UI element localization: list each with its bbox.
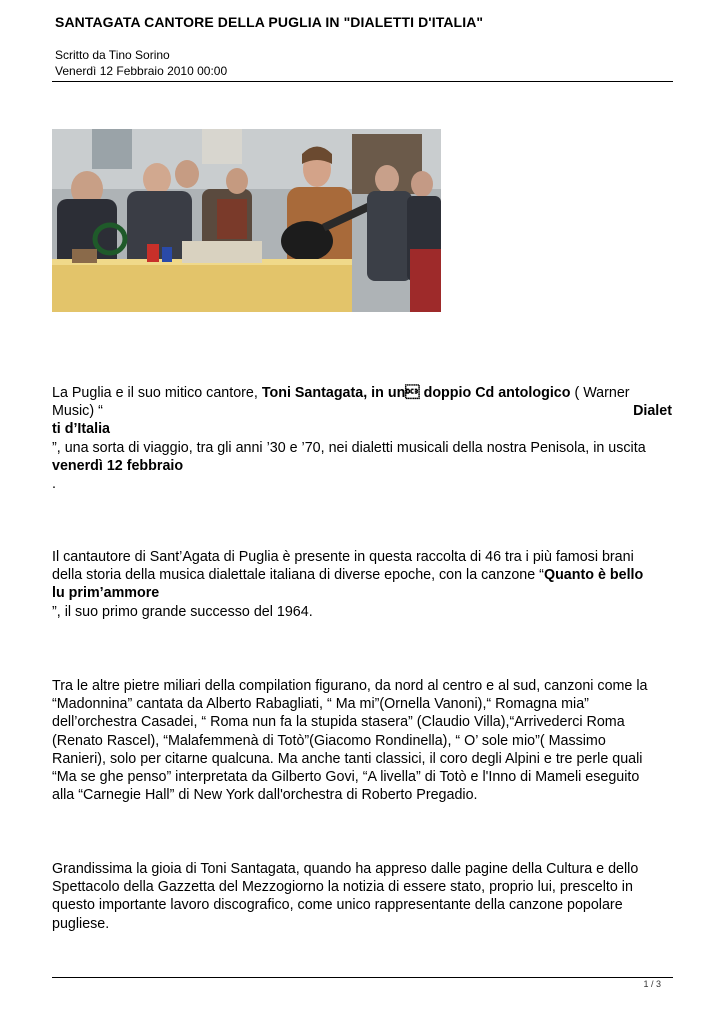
p1-text-5: . — [52, 476, 56, 493]
paragraph-2 — [52, 548, 672, 621]
p2-text-2: della storia della musica dialettale italiana di diverse epoche, con la canzone “ — [52, 567, 544, 584]
p2-line-4: ”, il suo primo grande successo del 1964. — [52, 603, 313, 620]
p3-line: Tra le altre pietre miliari della compilation figurano, da nord al centro e al sud, canzoni come la — [52, 678, 648, 694]
p2-bold-2: lu prim’ammore — [52, 585, 160, 602]
p4-line: pugliese. — [52, 915, 110, 932]
footer-divider — [52, 977, 673, 978]
p4-line: Spettacolo della Gazzetta del Mezzogiorno la notizia di essere stato, proprio lui, prescelto in — [52, 879, 633, 896]
p2-line-3 — [52, 584, 672, 602]
page-number: 1 / 3 — [643, 979, 661, 989]
paragraph-1-line-6 — [52, 475, 672, 493]
p1-bold-4: venerdì 12 febbraio — [52, 457, 184, 474]
article-title: SANTAGATA CANTORE DELLA PUGLIA IN "DIALETTI D'ITALIA" — [55, 14, 484, 30]
paragraph-1-line-3 — [52, 420, 672, 438]
p3-line: alla “Carnegie Hall” di New York dall'orchestra di Roberto Pregadio. — [52, 787, 478, 804]
paragraph-1-line-4 — [52, 439, 672, 457]
p4-line: questo importante lavoro discografico, come unico rappresentante della canzone popolare — [52, 897, 623, 914]
article-date: Venerdì 12 Febbraio 2010 00:00 — [55, 64, 228, 78]
article-author: Scritto da Tino Sorino — [55, 48, 170, 62]
p3-line: “Ma se ghe penso” interpretata da Gilberto Govi, “A livella” di Totò e l'Inno di Mameli eseguito — [52, 769, 640, 786]
p3-line: dell’orchestra Casadei, “ Roma nun fa la stupida stasera” (Claudio Villa),“Arrivederci Roma — [52, 714, 625, 731]
p1-text-2: ( Warner — [570, 385, 630, 401]
p4-line: Grandissima la gioia di Toni Santagata, quando ha appreso dalle pagine della Cultura e dello — [52, 861, 639, 877]
header-divider — [52, 81, 673, 82]
p3-line: Ranieri), solo per citarne qualcuna. Ma anche tanti classici, il coro degli Alpini e tre perle quali — [52, 750, 643, 767]
p1-text-4: ”, una sorta di viaggio, tra gli anni ’30 e ’70, nei dialetti musicali della nostra Penisola, in uscita — [52, 439, 646, 456]
paragraph-4 — [52, 860, 672, 933]
p1-text-3: Music) “ — [52, 403, 103, 420]
paragraph-1-line-2 — [52, 402, 672, 420]
p1-bold-1: Toni Santagata, in un doppio Cd antologico — [261, 385, 571, 401]
paragraph-1-line-5 — [52, 457, 672, 475]
p3-line: “Madonnina” cantata da Alberto Rabagliati, “ Ma mi”(Ornella Vanoni),“ Romagna mia” — [52, 696, 589, 713]
p1-bold-2: Dialet — [633, 403, 672, 420]
p2-line-1: Il cantautore di Sant’Agata di Puglia è presente in questa raccolta di 46 tra i più famosi brani — [52, 549, 634, 565]
p2-bold-1: Quanto è bello — [543, 567, 644, 584]
p3-line: (Renato Rascel), “Malafemmenà di Totò”(Giacomo Rondinella), “ O’ sole mio”( Massimo — [52, 732, 606, 749]
p1-text-1: La Puglia e il suo mitico cantore, — [52, 385, 262, 401]
p2-line-2 — [52, 566, 672, 584]
article-photo — [52, 129, 441, 312]
paragraph-3 — [52, 677, 672, 804]
p1-bold-3: ti d’Italia — [52, 421, 110, 438]
paragraph-1-line-1 — [52, 384, 672, 402]
paragraph-1 — [52, 384, 672, 493]
